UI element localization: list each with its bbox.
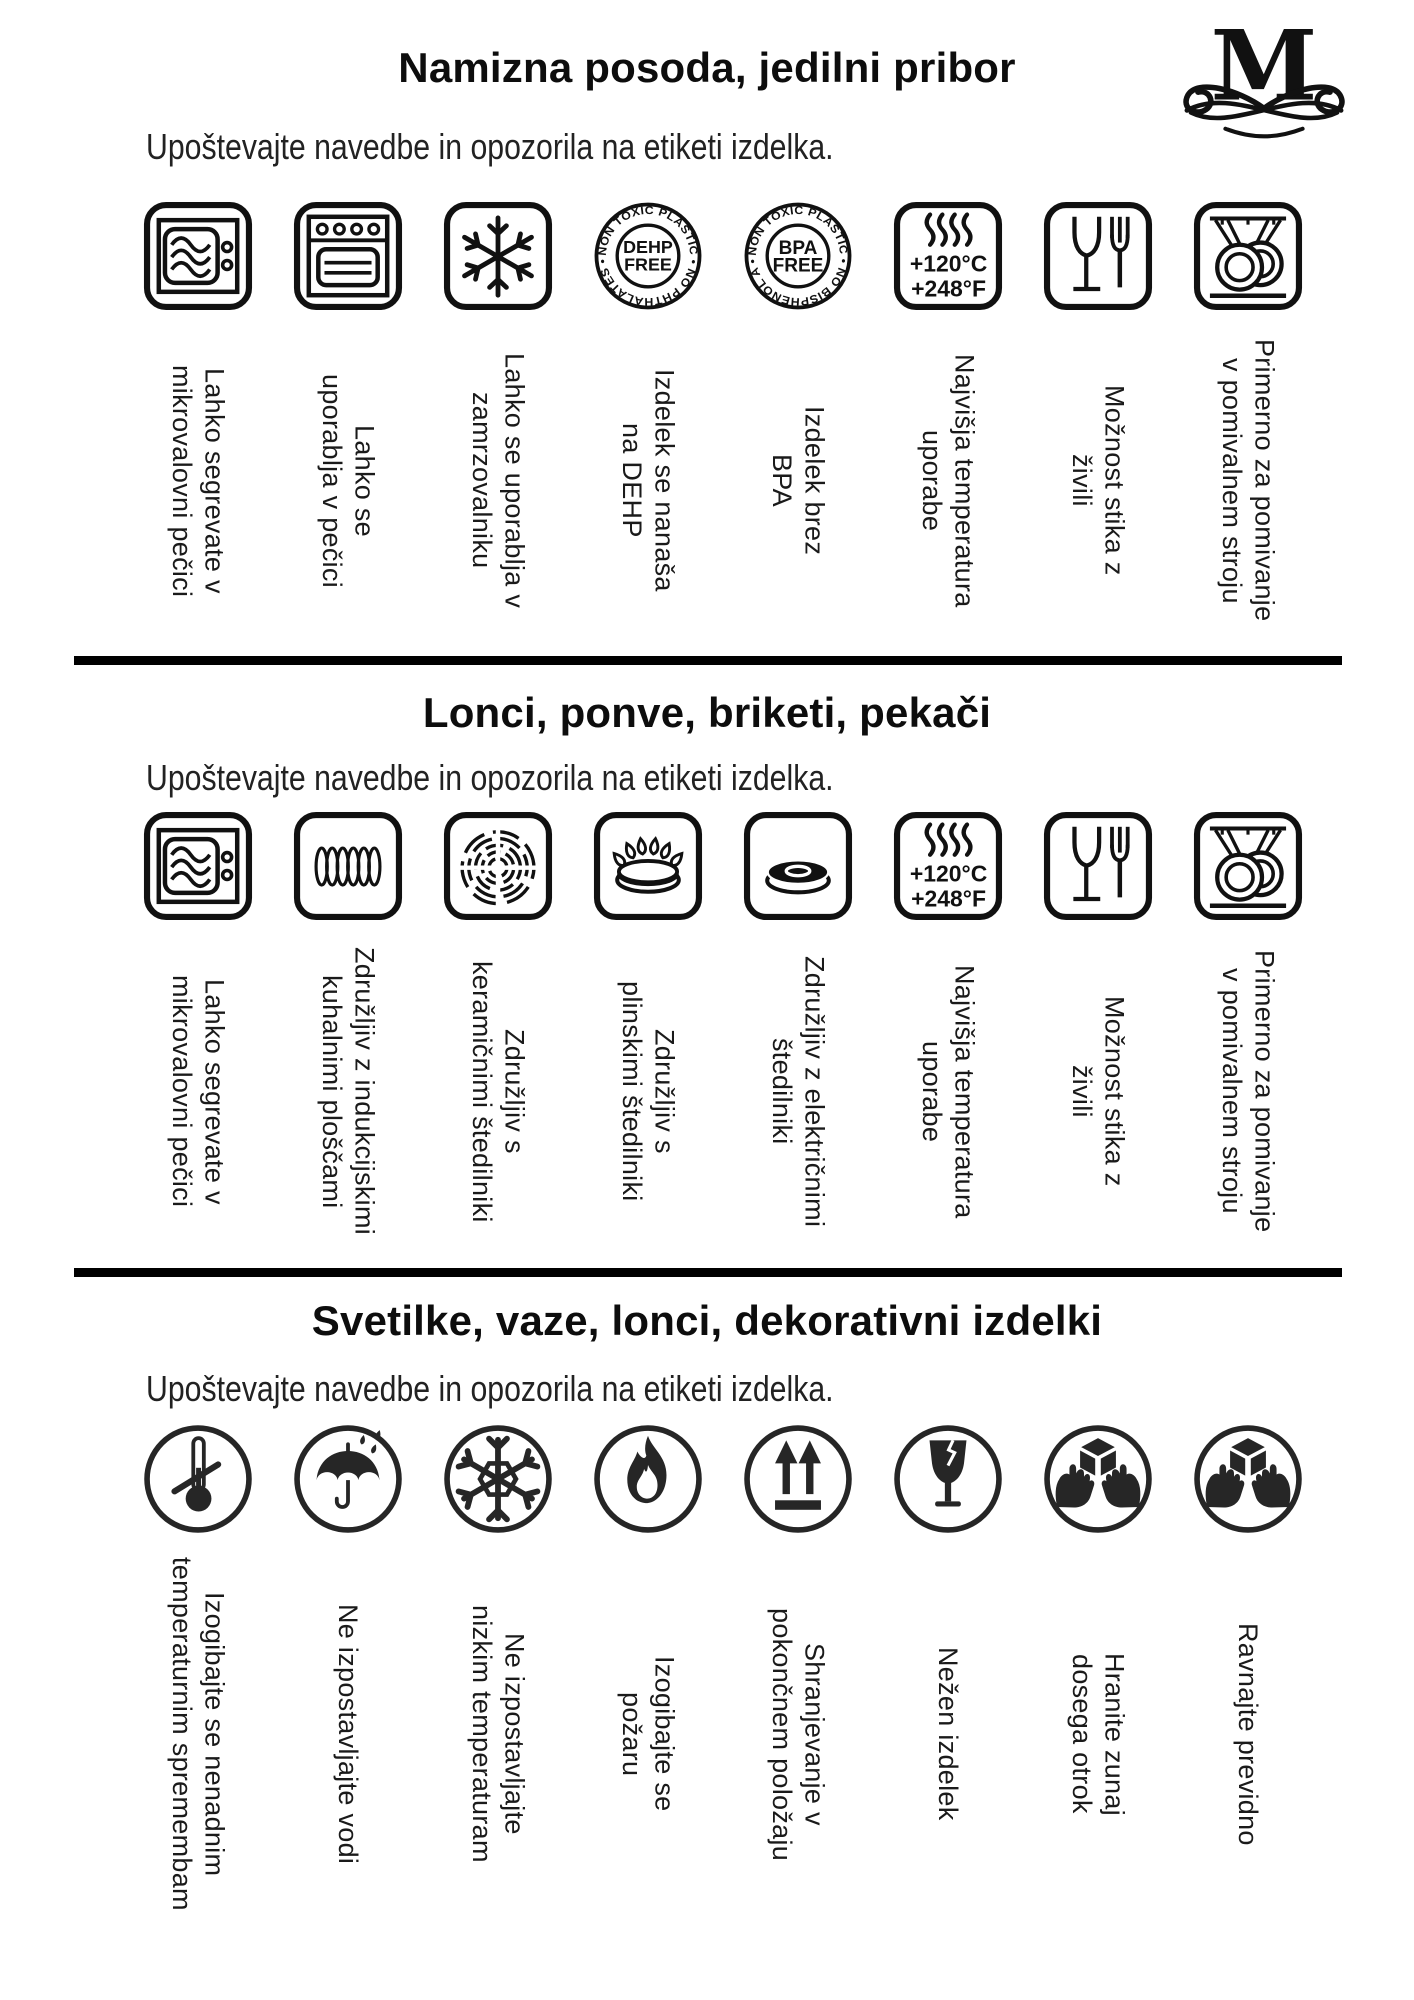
hands-icon — [1042, 1423, 1154, 1535]
bpa-icon — [742, 200, 854, 312]
section-title-decorative: Svetilke, vaze, lonci, dekorativni izdelki — [311, 1297, 1103, 1345]
dishwasher-icon — [1192, 200, 1304, 312]
section-divider — [74, 656, 1342, 665]
symbol-label-line: na DEHP — [617, 423, 647, 539]
symbol-label-line: Najvišja temperatura — [949, 353, 980, 608]
symbol-label-line: Združljiv s — [499, 1028, 530, 1154]
symbol-label-line: plinskimi štedilniki — [617, 981, 647, 1202]
symbol-cell — [273, 200, 423, 650]
symbol-cell — [123, 810, 273, 1260]
microwave-icon — [142, 810, 254, 922]
dishwasher-icon — [1192, 810, 1304, 922]
symbol-label-line: Ne izpostavljajte vodi — [333, 1603, 364, 1865]
ceramic-icon — [442, 810, 554, 922]
symbol-label-line: uporabe — [917, 1040, 947, 1142]
symbol-label-line: mikrovalovni pečici — [167, 975, 197, 1208]
symbol-grid-cookware — [123, 810, 1323, 1260]
symbol-label-line: Primerno za pomivanje — [1249, 950, 1280, 1233]
dehp-icon — [592, 200, 704, 312]
symbol-cell — [1173, 1423, 1323, 1933]
symbol-label-line: živili — [1067, 1064, 1097, 1118]
symbol-label-area — [723, 312, 873, 650]
symbol-label-line: Združljiv s — [649, 1028, 680, 1154]
symbol-label-line: Izogibajte se nenadnim — [199, 1591, 230, 1877]
fragile-icon — [892, 1423, 1004, 1535]
maxtemp-icon — [892, 810, 1004, 922]
maxtemp-icon — [892, 200, 1004, 312]
symbol-label-area — [573, 1535, 723, 1933]
symbol-label-line: štedilniki — [767, 1038, 797, 1145]
symbol-cell — [273, 810, 423, 1260]
section-divider — [74, 1268, 1342, 1277]
symbol-label — [932, 1647, 964, 1821]
symbol-label-line: kuhalnimi ploščami — [317, 974, 347, 1209]
symbol-cell — [423, 200, 573, 650]
symbol-label-line: mikrovalovni pečici — [167, 364, 197, 597]
foodsafe-icon — [1042, 810, 1154, 922]
symbol-label-line: Lahko segrevate v — [199, 367, 230, 594]
symbol-label-area — [273, 1535, 423, 1933]
symbol-label-line: temperaturnim spremembam — [167, 1557, 197, 1911]
symbol-label — [466, 353, 531, 608]
umbrella-icon — [292, 1423, 404, 1535]
symbol-label — [1066, 996, 1131, 1187]
symbol-label-line: nizkim temperaturam — [467, 1605, 497, 1863]
symbol-label-line: Ravnajte previdno — [1233, 1622, 1264, 1846]
symbol-label-area — [873, 922, 1023, 1260]
symbol-label-line: pokončnem položaju — [767, 1607, 797, 1861]
symbol-label — [616, 981, 681, 1202]
symbol-cell — [873, 1423, 1023, 1933]
symbol-label — [1216, 950, 1281, 1232]
symbol-label-line: Možnost stika z — [1099, 996, 1130, 1187]
symbol-grid-tableware — [123, 200, 1323, 650]
arrows-icon — [742, 1423, 854, 1535]
symbol-label-line: Izdelek brez — [799, 406, 830, 556]
symbol-label-area — [723, 922, 873, 1260]
hands-icon — [1192, 1423, 1304, 1535]
section-note: Upoštevajte navedbe in opozorila na etiketi izdelka. — [146, 126, 834, 168]
section-note: Upoštevajte navedbe in opozorila na etiketi izdelka. — [146, 756, 834, 798]
symbol-label — [316, 947, 381, 1235]
thermo-icon — [142, 1423, 254, 1535]
symbol-cell — [123, 1423, 273, 1933]
symbol-label — [166, 975, 231, 1207]
symbol-label-area — [723, 1535, 873, 1933]
symbol-label-area — [273, 922, 423, 1260]
flame-icon — [592, 1423, 704, 1535]
symbol-label-line: BPA — [767, 454, 797, 508]
symbol-cell — [123, 200, 273, 650]
symbol-cell — [1023, 200, 1173, 650]
symbol-label-line: Možnost stika z — [1099, 385, 1130, 576]
symbol-cell — [573, 200, 723, 650]
snowbold-icon — [442, 1423, 554, 1535]
symbol-label-line: Primerno za pomivanje — [1249, 339, 1280, 622]
symbol-label-line: keramičnimi štedilniki — [467, 960, 497, 1223]
symbol-label — [1066, 1653, 1131, 1816]
symbol-label — [166, 1557, 231, 1911]
symbol-label — [916, 965, 981, 1219]
symbol-label-line: v pomivalnem stroju — [1217, 968, 1247, 1215]
symbol-cell — [1173, 200, 1323, 650]
symbol-cell — [423, 810, 573, 1260]
symbol-cell — [1023, 1423, 1173, 1933]
symbol-label — [766, 956, 831, 1227]
symbol-label-area — [1173, 1535, 1323, 1933]
symbol-label-area — [123, 922, 273, 1260]
symbol-cell — [573, 810, 723, 1260]
symbol-cell — [723, 200, 873, 650]
logo-monogram: M — [1210, 14, 1318, 123]
foodsafe-icon — [1042, 200, 1154, 312]
symbol-label — [766, 406, 831, 555]
symbol-label — [766, 1608, 831, 1861]
symbol-label-line: zamrzovalniku — [467, 392, 497, 569]
symbol-label-line: dosega otrok — [1067, 1654, 1097, 1814]
symbol-label-line: Združljiv z električnimi — [799, 955, 830, 1227]
freezer-icon — [442, 200, 554, 312]
symbol-label-line: Izdelek se nanaša — [649, 369, 680, 593]
section-title-cookware: Lonci, ponve, briketi, pekači — [422, 688, 992, 736]
symbol-cell — [1023, 810, 1173, 1260]
symbol-label — [616, 369, 681, 592]
symbol-label-area — [423, 312, 573, 650]
section-note: Upoštevajte navedbe in opozorila na etiketi izdelka. — [146, 1367, 834, 1409]
symbol-label-line: živili — [1067, 454, 1097, 508]
symbol-label — [166, 365, 231, 597]
symbol-label-area — [423, 1535, 573, 1933]
gas-icon — [592, 810, 704, 922]
electric-icon — [742, 810, 854, 922]
symbol-label-line: Lahko se uporablja v — [499, 353, 530, 609]
symbol-label-area — [1173, 312, 1323, 650]
symbol-label-line: uporabe — [917, 430, 947, 532]
symbol-cell — [573, 1423, 723, 1933]
symbol-label — [332, 1604, 364, 1864]
symbol-cell — [1173, 810, 1323, 1260]
symbol-label-area — [1023, 922, 1173, 1260]
symbol-label-area — [573, 312, 723, 650]
symbol-label — [466, 961, 531, 1223]
oven-icon — [292, 200, 404, 312]
symbol-label-line: Najvišja temperatura — [949, 964, 980, 1219]
symbol-label-line: požaru — [617, 1691, 647, 1777]
symbol-label-area — [873, 1535, 1023, 1933]
symbol-label-line: Nežen izdelek — [933, 1647, 964, 1821]
symbol-label — [466, 1605, 531, 1863]
symbol-label-line: Združljiv z indukcijskimi — [349, 947, 380, 1236]
symbol-cell — [873, 810, 1023, 1260]
symbol-label-line: Shranjevanje v — [799, 1642, 830, 1826]
symbol-label-line: uporablja v pečici — [317, 373, 347, 588]
symbol-cell — [873, 200, 1023, 650]
symbol-label-line: Ne izpostavljajte — [499, 1633, 530, 1835]
symbol-label — [316, 374, 381, 588]
symbol-label-area — [123, 1535, 273, 1933]
symbol-label — [1232, 1623, 1264, 1846]
induction-icon — [292, 810, 404, 922]
symbol-label — [1066, 385, 1131, 576]
symbol-label-area — [573, 922, 723, 1260]
symbol-label — [916, 354, 981, 608]
symbol-label-area — [1173, 922, 1323, 1260]
symbol-label-line: v pomivalnem stroju — [1217, 357, 1247, 604]
symbol-label-line: Lahko segrevate v — [199, 978, 230, 1205]
symbol-grid-decorative — [123, 1423, 1323, 1933]
symbol-cell — [723, 810, 873, 1260]
symbol-label-area — [123, 312, 273, 650]
section-title-tableware: Namizna posoda, jedilni pribor — [398, 44, 1016, 91]
symbol-label — [616, 1656, 681, 1812]
symbol-label-area — [273, 312, 423, 650]
symbol-cell — [423, 1423, 573, 1933]
symbol-label-line: Izogibajte se — [649, 1656, 680, 1812]
symbol-cell — [723, 1423, 873, 1933]
symbol-cell — [273, 1423, 423, 1933]
symbol-label-area — [1023, 312, 1173, 650]
symbol-label-area — [873, 312, 1023, 650]
symbol-label-line: Hranite zunaj — [1099, 1652, 1130, 1816]
microwave-icon — [142, 200, 254, 312]
symbol-label-area — [423, 922, 573, 1260]
symbol-label-area — [1023, 1535, 1173, 1933]
symbol-label — [1216, 339, 1281, 621]
symbol-label-line: Lahko se — [349, 424, 380, 537]
